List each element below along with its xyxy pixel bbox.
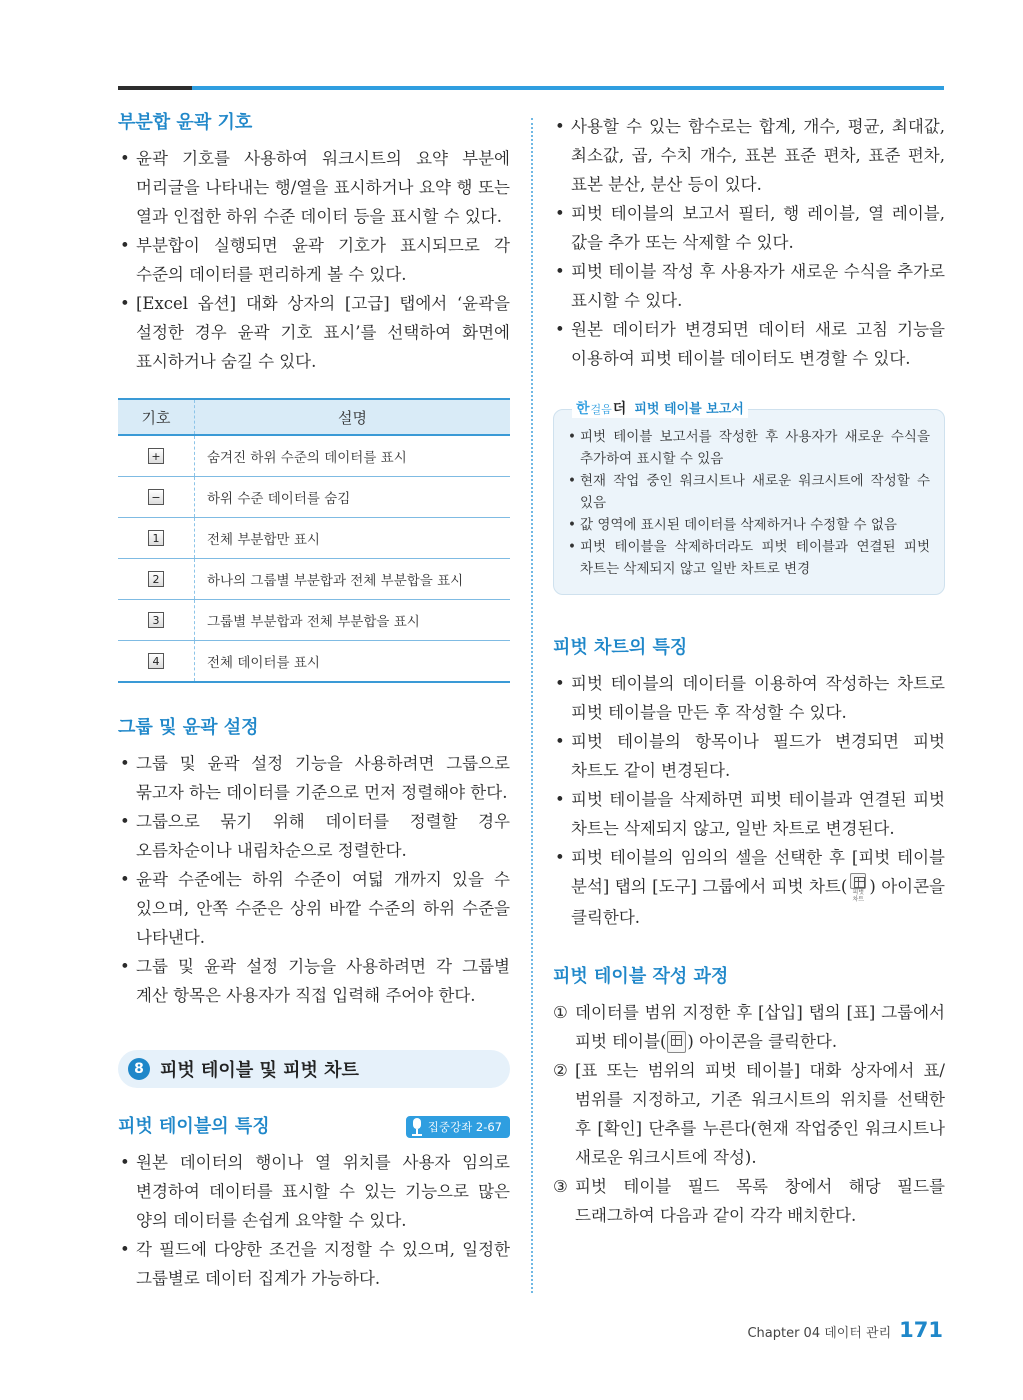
list-item: • 사용할 수 있는 함수로는 합계, 개수, 평균, 최대값, 최소값, 곱, 수치 개수, 표본 표준 편차, 표준 편차, 표본 분산, 분산 등이 있다.: [553, 112, 945, 199]
list-item: [553, 1056, 945, 1172]
pivot-chart-title: 피벗 차트의 특징: [553, 637, 688, 658]
table-row: [118, 518, 510, 559]
tip-list: [568, 426, 930, 580]
column-divider: [531, 118, 533, 1293]
list-item: • 각 필드에 다양한 조건을 지정할 수 있으며, 일정한 그룹별로 데이터 집계가 가능하다.: [118, 1235, 510, 1293]
creation-steps: [553, 998, 945, 1230]
chapter-label: Chapter 04 데이터 관리: [747, 1326, 892, 1341]
list-item: [553, 998, 945, 1056]
table-cell: 숨겨진 하위 수준의 데이터를 표시: [195, 435, 511, 477]
list-item: • 피벗 테이블의 항목이나 필드가 변경되면 피벗 차트도 같이 변경된다.: [553, 727, 945, 785]
table-header-row: [118, 399, 510, 435]
tip-label-geol: 걸음: [590, 403, 612, 416]
outline-symbols-title: 부분합 윤곽 기호: [118, 112, 253, 133]
list-item: • [Excel 옵션] 대화 상자의 [고급] 탭에서 ‘윤곽을 설정한 경우 윤곽 기호 표시’를 선택하여 화면에 표시하거나 숨길 수 있다.: [118, 289, 510, 376]
pivot-chart-icon: [849, 873, 867, 903]
pivot-chart-list: [553, 669, 945, 932]
table-cell: 하나의 그룹별 부분합과 전체 부분합을 표시: [195, 559, 511, 600]
section-title: 피벗 테이블 및 피벗 차트: [160, 1060, 359, 1081]
table-row: [118, 477, 510, 518]
pivot-features-heading: [118, 1112, 510, 1142]
tip-label-deo: 더: [612, 401, 627, 417]
pivot-features-continued-list: [553, 112, 945, 373]
text-fragment: 데이터를 범위 지정한 후 [삽입] 탭의 [표] 그룹에서 피벗 테이블(: [575, 1002, 945, 1051]
pivot-features-title: 피벗 테이블의 특징: [118, 1116, 270, 1137]
table-row: [118, 641, 510, 683]
section-number-badge: 8: [128, 1058, 150, 1080]
table-row: [118, 435, 510, 477]
group-outline-list: [118, 749, 510, 1010]
collapse-icon: −: [148, 489, 164, 505]
list-item: • 피벗 테이블 작성 후 사용자가 새로운 수식을 추가로 표시할 수 있다.: [553, 257, 945, 315]
pivot-chart-icon-caption-2: 차트: [852, 895, 865, 903]
lecture-badge: [406, 1116, 510, 1138]
section-header: [118, 1050, 510, 1088]
list-item: [553, 1172, 945, 1230]
level-1-icon: 1: [148, 530, 164, 546]
text-fragment: ) 아이콘을 클릭한다.: [687, 1031, 838, 1051]
column-header-symbol: 기호: [118, 399, 195, 435]
column-header-description: 설명: [195, 399, 511, 435]
level-2-icon: 2: [148, 571, 164, 587]
level-4-icon: 4: [148, 653, 164, 669]
table-row: [118, 559, 510, 600]
list-item: • 피벗 테이블을 삭제하더라도 피벗 테이블과 연결된 피벗 차트는 삭제되지 않고 일반 차트로 변경: [568, 536, 930, 580]
list-item: • 그룹 및 윤곽 설정 기능을 사용하려면 각 그룹별 계산 항목은 사용자가 직접 입력해 주어야 한다.: [118, 952, 510, 1010]
tip-header: [572, 398, 748, 418]
microphone-icon: [410, 1118, 424, 1136]
list-item: • 현재 작업 중인 워크시트나 새로운 워크시트에 작성할 수 있음: [568, 470, 930, 514]
step-number: ①: [553, 1002, 568, 1022]
text-fragment: 피벗 테이블의 임의의 셀을 선택한 후 [피벗 테이블 분석] 탭의 [도구] 그룹에서 피벗 차트(: [571, 848, 945, 896]
step-text: 피벗 테이블 필드 목록 창에서 해당 필드를 드래그하여 다음과 같이 각각 배치한다.: [575, 1176, 945, 1225]
pivot-features-list: [118, 1148, 510, 1293]
list-item: [553, 843, 945, 932]
expand-icon: +: [148, 448, 164, 464]
header-rule-dark: [118, 86, 192, 90]
pivot-chart-icon-caption-1: 피벗: [852, 888, 865, 896]
list-item: • 피벗 테이블의 데이터를 이용하여 작성하는 차트로 피벗 테이블을 만든 후 작성할 수 있다.: [553, 669, 945, 727]
group-outline-title: 그룹 및 윤곽 설정: [118, 717, 259, 738]
text-fragment: ) 아이콘을 클릭한다.: [571, 877, 945, 927]
level-3-icon: 3: [148, 612, 164, 628]
table-cell: 하위 수준 데이터를 숨김: [195, 477, 511, 518]
list-item: • 피벗 테이블의 보고서 필터, 행 레이블, 열 레이블, 값을 추가 또는 삭제할 수 있다.: [553, 199, 945, 257]
list-item: • 그룹 및 윤곽 설정 기능을 사용하려면 그룹으로 묶고자 하는 데이터를 기준으로 먼저 정렬해야 한다.: [118, 749, 510, 807]
list-item: • 값 영역에 표시된 데이터를 삭제하거나 수정할 수 없음: [568, 514, 930, 536]
right-column: [553, 108, 945, 1230]
header-rule-blue: [192, 86, 944, 90]
list-item: • 피벗 테이블을 삭제하면 피벗 테이블과 연결된 피벗 차트는 삭제되지 않고, 일반 차트로 변경된다.: [553, 785, 945, 843]
step-number: ②: [553, 1060, 568, 1080]
tip-label-han: 한: [576, 401, 590, 417]
page-footer: [747, 1318, 943, 1342]
outline-symbol-table: [118, 398, 510, 683]
tip-box: [553, 401, 945, 595]
step-number: ③: [553, 1176, 568, 1196]
outline-symbols-list: [118, 144, 510, 376]
list-item: • 피벗 테이블 보고서를 작성한 후 사용자가 새로운 수식을 추가하여 표시할 수 있음: [568, 426, 930, 470]
list-item: • 원본 데이터의 행이나 열 위치를 사용자 임의로 변경하여 데이터를 표시할 수 있는 기능으로 많은 양의 데이터를 손쉽게 요약할 수 있다.: [118, 1148, 510, 1235]
left-column: [118, 108, 510, 1293]
page-number: 171: [899, 1318, 943, 1342]
table-row: [118, 600, 510, 641]
pivot-table-icon: [667, 1031, 686, 1053]
tip-title: 피벗 테이블 보고서: [634, 402, 744, 417]
table-cell: 전체 부분합만 표시: [195, 518, 511, 559]
lecture-badge-label: 집중강좌 2-67: [427, 1120, 502, 1134]
list-item: • 그룹으로 묶기 위해 데이터를 정렬할 경우 오름차순이나 내림차순으로 정렬한다.: [118, 807, 510, 865]
table-cell: 그룹별 부분합과 전체 부분합을 표시: [195, 600, 511, 641]
step-text: [표 또는 범위의 피벗 테이블] 대화 상자에서 표/범위를 지정하고, 기존 워크시트의 위치를 선택한 후 [확인] 단추를 누른다(현재 작업중인 워크시트나 새로운 워크시트에 작성).: [575, 1060, 945, 1167]
table-cell: 전체 데이터를 표시: [195, 641, 511, 683]
creation-process-title: 피벗 테이블 작성 과정: [553, 965, 729, 987]
list-item: • 윤곽 수준에는 하위 수준이 여덟 개까지 있을 수 있으며, 안쪽 수준은 상위 바깥 수준의 하위 수준을 나타낸다.: [118, 865, 510, 952]
list-item: • 부분합이 실행되면 윤곽 기호가 표시되므로 각 수준의 데이터를 편리하게 볼 수 있다.: [118, 231, 510, 289]
list-item: • 원본 데이터가 변경되면 데이터 새로 고침 기능을 이용하여 피벗 테이블 데이터도 변경할 수 있다.: [553, 315, 945, 373]
list-item: • 윤곽 기호를 사용하여 워크시트의 요약 부분에 머리글을 나타내는 행/열을 표시하거나 요약 행 또는 열과 인접한 하위 수준 데이터 등을 표시할 수 있다.: [118, 144, 510, 231]
